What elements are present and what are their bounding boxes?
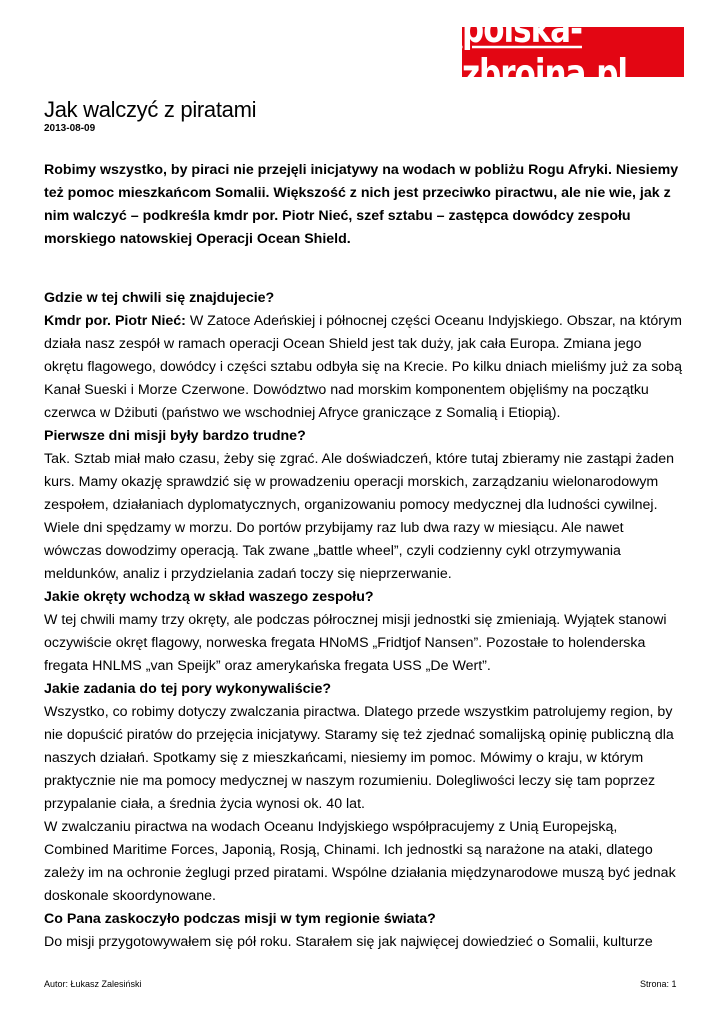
answer-5: Do misji przygotowywałem się pół roku. Starałem się jak najwięcej dowiedzieć o Somalii, kulturze bbox=[44, 934, 653, 950]
answer-3: W tej chwili mamy trzy okręty, ale podczas półrocznej misji jednostki się zmieniają. Wyjątek stanowi oczywiście okręt flagowy, norweska fregata HNoMS „Fridtjof Nansen”. Pozostałe to holenderska fregata HNLMS „van Speijk” oraz amerykańska fregata USS „De Wert”. bbox=[44, 612, 667, 674]
article-body bbox=[44, 287, 684, 954]
answer-2-paragraph-2: Wiele dni spędzamy w morzu. Do portów przybijamy raz lub dwa razy w miesiącu. Ale nawet wówczas dowodzimy operacją. Tak zwane „battle wheel”, czyli codzienny cykl otrzymywania meldunków, analiz i przydzielania zadań toczy się nieprzerwanie. bbox=[44, 520, 624, 582]
logo-text: polska-zbrojna.pl bbox=[462, 7, 628, 97]
article-lead: Robimy wszystko, by piraci nie przejęli inicjatywy na wodach w pobliżu Rogu Afryki. Niesiemy też pomoc mieszkańcom Somalii. Większość z nich jest przeciwko piractwu, ale nie wie, jak z nim walczyć – podkreśla kmdr por. Piotr Nieć, szef sztabu – zastępca dowódcy zespołu morskiego natowskiej Operacji Ocean Shield. bbox=[44, 162, 679, 247]
answer-4-paragraph-1: Wszystko, co robimy dotyczy zwalczania piractwa. Dlatego przede wszystkim patrolujemy region, by nie dopuścić piratów do przejęcia inicjatywy. Staramy się też zjednać somalijską opinię publiczną dla naszych działań. Spotkamy się z mieszkańcami, niesiemy im pomoc. Mówimy o kraju, w którym praktycznie nie ma pomocy medycznej w naszym rozumieniu. Dolegliwości leczy się tam poprzez przypalanie ciała, a średnia życia wynosi ok. 40 lat. bbox=[44, 704, 674, 812]
answer-2-paragraph-1: Tak. Sztab miał mało czasu, żeby się zgrać. Ale doświadczeń, które tutaj zbieramy nie zastąpi żaden kurs. Mamy okazję sprawdzić się w prowadzeniu operacji morskich, zarządzaniu wielonarodowym zespołem, działaniach dyplomatycznych, organizowaniu pomocy medycznej dla ludności cywilnej. bbox=[44, 451, 675, 513]
question-3: Jakie okręty wchodzą w skład waszego zespołu? bbox=[44, 589, 374, 605]
site-logo[interactable] bbox=[462, 7, 684, 97]
answer-4-paragraph-2: W zwalczaniu piractwa na wodach Oceanu Indyjskiego współpracujemy z Unią Europejską, Combined Maritime Forces, Japonią, Rosją, Chinami. Ich jednostki są narażone na ataki, dlatego zależy im na ochronie żeglugi przed piratami. Wspólne działania międzynarodowe muszą być jednak doskonale skoordynowane. bbox=[44, 819, 676, 904]
speaker-label: Kmdr por. Piotr Nieć: bbox=[44, 313, 186, 329]
question-5: Co Pana zaskoczyło podczas misji w tym regionie świata? bbox=[44, 911, 436, 927]
footer-author: Autor: Łukasz Zalesiński bbox=[44, 979, 142, 989]
article-date: 2013-08-09 bbox=[44, 123, 96, 134]
footer-page-number: Strona: 1 bbox=[640, 979, 677, 989]
answer-1-text: W Zatoce Adeńskiej i północnej części Oceanu Indyjskiego. Obszar, na którym działa nasz zespół w ramach operacji Ocean Shield jest tak duży, jak cała Europa. Zmiana jego okrętu flagowego, dowódcy i części sztabu odbyła się na Krecie. Po kilku dniach mieliśmy już za sobą Kanał Sueski i Morze Czerwone. Dowództwo nad morskim komponentem objęliśmy na początku czerwca w Dżibuti (państwo we wschodniej Afryce graniczące z Somalią i Etiopią). bbox=[44, 313, 682, 421]
question-2: Pierwsze dni misji były bardzo trudne? bbox=[44, 428, 306, 444]
question-4: Jakie zadania do tej pory wykonywaliście? bbox=[44, 681, 332, 697]
question-1: Gdzie w tej chwili się znajdujecie? bbox=[44, 290, 275, 306]
article-title: Jak walczyć z piratami bbox=[44, 97, 257, 122]
answer-1 bbox=[44, 310, 684, 425]
